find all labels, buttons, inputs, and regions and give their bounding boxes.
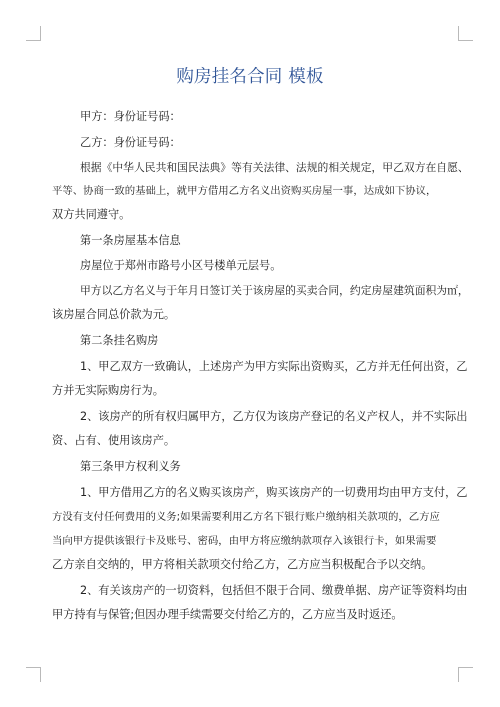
- paragraph-line: 当向甲方提供该银行卡及账号、密码，由甲方将应缴纳款项存入该银行卡，如果需要: [52, 535, 437, 547]
- paragraph-line: 该房屋合同总价款为元。: [52, 308, 176, 321]
- page-corner-mark: [26, 26, 41, 41]
- paragraph-line: 根据《中华人民共和国民法典》等有关法律、法规的相关规定，甲乙双方在自愿、: [80, 161, 469, 174]
- paragraph-line: 方没有支付任何费用的义务;如果需要利用乙方名下银行账户缴纳相关款项的，乙方应: [52, 511, 440, 523]
- paragraph-line: 2、有关该房产的一切资料，包括但不限于合同、缴费单据、房产证等资料均由: [80, 584, 468, 597]
- party-a-line: 甲方：身份证号码：: [80, 110, 181, 123]
- paragraph-line: 双方共同遵守。: [52, 208, 131, 221]
- paragraph-line: 乙方亲自交纳的，甲方将相关款项交付给乙方，乙方应当积极配合予以交纳。: [52, 558, 433, 571]
- section-heading: 第二条挂名购房: [80, 334, 159, 347]
- page-corner-mark: [26, 667, 41, 682]
- section-heading: 第三条甲方权利义务: [80, 460, 181, 473]
- paragraph-line: 甲方持有与保管;但因办理手续需要交付给乙方的，乙方应当及时返还。: [52, 608, 403, 621]
- document-title: 购房挂名合同 模板: [176, 67, 324, 87]
- page-corner-mark: [458, 26, 473, 41]
- party-b-line: 乙方：身份证号码：: [80, 136, 181, 149]
- paragraph-line: 方并无实际购房行为。: [52, 384, 164, 397]
- page-corner-mark: [458, 667, 473, 682]
- paragraph-line: 2、该房产的所有权归属甲方，乙方仅为该房产登记的名义产权人，并不实际出: [80, 410, 468, 423]
- paragraph-line: 平等、协商一致的基础上，就甲方借用乙方名义出资购买房屋一事，达成如下协议，: [52, 185, 437, 197]
- paragraph-line: 房屋位于郑州市路号小区号楼单元层号。: [80, 259, 282, 272]
- section-heading: 第一条房屋基本信息: [80, 234, 181, 247]
- paragraph-line: 1、甲方借用乙方的名义购买该房产，购买该房产的一切费用均由甲方支付，乙: [80, 486, 468, 499]
- paragraph-line: 1、甲乙双方一致确认，上述房产为甲方实际出资购买，乙方并无任何出资，乙: [80, 360, 468, 373]
- paragraph-line: 甲方以乙方名义与于年月日签订关于该房屋的买卖合同，约定房屋建筑面积为㎡，: [80, 284, 469, 297]
- paragraph-line: 资、占有、使用该房产。: [52, 434, 176, 447]
